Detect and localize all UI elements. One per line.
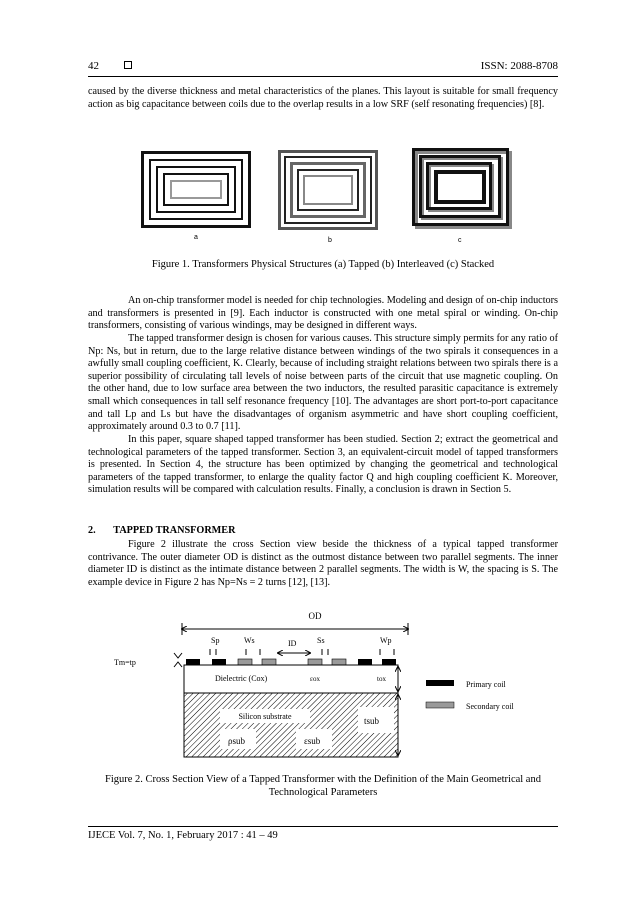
id-label: ID [288,639,297,648]
rho-sub-label: ρsub [228,736,245,746]
primary-coil-segment [358,659,372,665]
figure2-caption-line2: Technological Parameters [268,787,378,798]
sp-label: Sp [211,636,220,645]
checkbox-glyph-icon [124,61,132,69]
wp-label: Wp [380,636,392,645]
secondary-coil-segment [332,659,346,665]
ws-label: Ws [244,636,255,645]
issn: ISSN: 2088-8708 [480,60,558,72]
tox-label: tox [377,675,386,683]
section-2-paragraph: Figure 2 illustrate the cross Section view beside the thickness of a typical tapped transformer contrivance. The outer diameter OD is distinct as the outmost distance between two parallel segments. The inner diameter ID is distinct as the intimate distance between 2 parallel segments. The width is W, the spacing is S. The example device in Figure 2 has Np=Ns = 2 turns [12], [13]. [88,539,558,588]
secondary-coil-segment [238,659,252,665]
legend-secondary-label: Secondary coil [466,702,514,711]
figure-2 [100,605,540,770]
paragraph-3: In this paper, square shaped tapped transformer has been studied. Section 2; extract the geometrical and technological parameters of the tapped transformer. Section 3, an equivalent-circuit model of tapped transformers is presented. In Section 4, the structure has been optimized by changing the geometrical and technological parameters of the tapped transformer, to enlarge the quality factor Q and high coupling coefficient K. Moreover, simulation results will be compared with calculation results. Finally, a conclusion is drawn in Section 5. [88,434,558,496]
tm-label: Tm=tp [114,658,136,667]
figure1-caption: Figure 1. Transformers Physical Structures (a) Tapped (b) Interleaved (c) Stacked [151,259,495,270]
tsub-label: tsub [364,716,380,726]
primary-coil-segment [212,659,226,665]
od-label: OD [308,611,322,621]
legend-primary-label: Primary coil [466,680,506,689]
primary-coil-segment [186,659,200,665]
intro-paragraph: caused by the diverse thickness and metal characteristics of the planes. This layout is suitable for small frequency action as big capacitance between coils due to the overlap results in a low SRF (self resonating frequencies) [8]. [88,86,558,110]
footer-rule [88,826,558,827]
footer-text: IJECE Vol. 7, No. 1, February 2017 : 41 – 49 [88,830,278,841]
secondary-coil-segment [308,659,322,665]
figure1-label-a: a [194,234,198,241]
primary-coil-segment [382,659,396,665]
paragraph-1: An on-chip transformer model is needed for chip technologies. Modeling and design of on-chip inductors and transformers is presented in [9]. Each inductor is constructed with one metal spiral or winding. On-chip transformers, consisting of various windings, may be designed in different ways. [88,295,558,332]
figure2-caption-line1: Figure 2. Cross Section View of a Tapped Transformer with the Definition of the Main Geometrical and [105,774,541,785]
paragraph-2: The tapped transformer design is chosen for various causes. This structure simply permits for any ratio of Np: Ns, but in return, due to the large relative distance between windings of the two spirals it consequences in a awfully small coupling coefficient, K. Clearly, because of including straight relations between two spirals there is a superior possibility of circulating tall levels of noise between parts of the circuit that use magnetic coupling. On the other hand, due to low surface area between the two inductors, the resulted parasitic capacitance is extremely small which consequences in tall self resonance frequency [10]. The advantages are short port-to-port capacitance and tall Lp and Ls but have the disadvantages of organism asymmetric and have short coupling coefficient, approximately around 0.3 to 0.7 [11]. [88,333,558,433]
figure1-label-c: c [458,237,462,244]
header-rule [88,76,558,77]
figure1-label-b: b [328,237,332,244]
ss-label: Ss [317,636,325,645]
eps-ox-label: εox [310,675,320,683]
legend-secondary-swatch [426,702,454,708]
dielectric-label: Dielectric (Cox) [215,674,268,683]
section-2-heading: 2. TAPPED TRANSFORMER [88,525,236,536]
legend-primary-swatch [426,680,454,686]
eps-sub-label: εsub [304,736,321,746]
secondary-coil-segment [262,659,276,665]
page-number: 42 [88,60,99,72]
silicon-label: Silicon substrate [238,712,292,721]
